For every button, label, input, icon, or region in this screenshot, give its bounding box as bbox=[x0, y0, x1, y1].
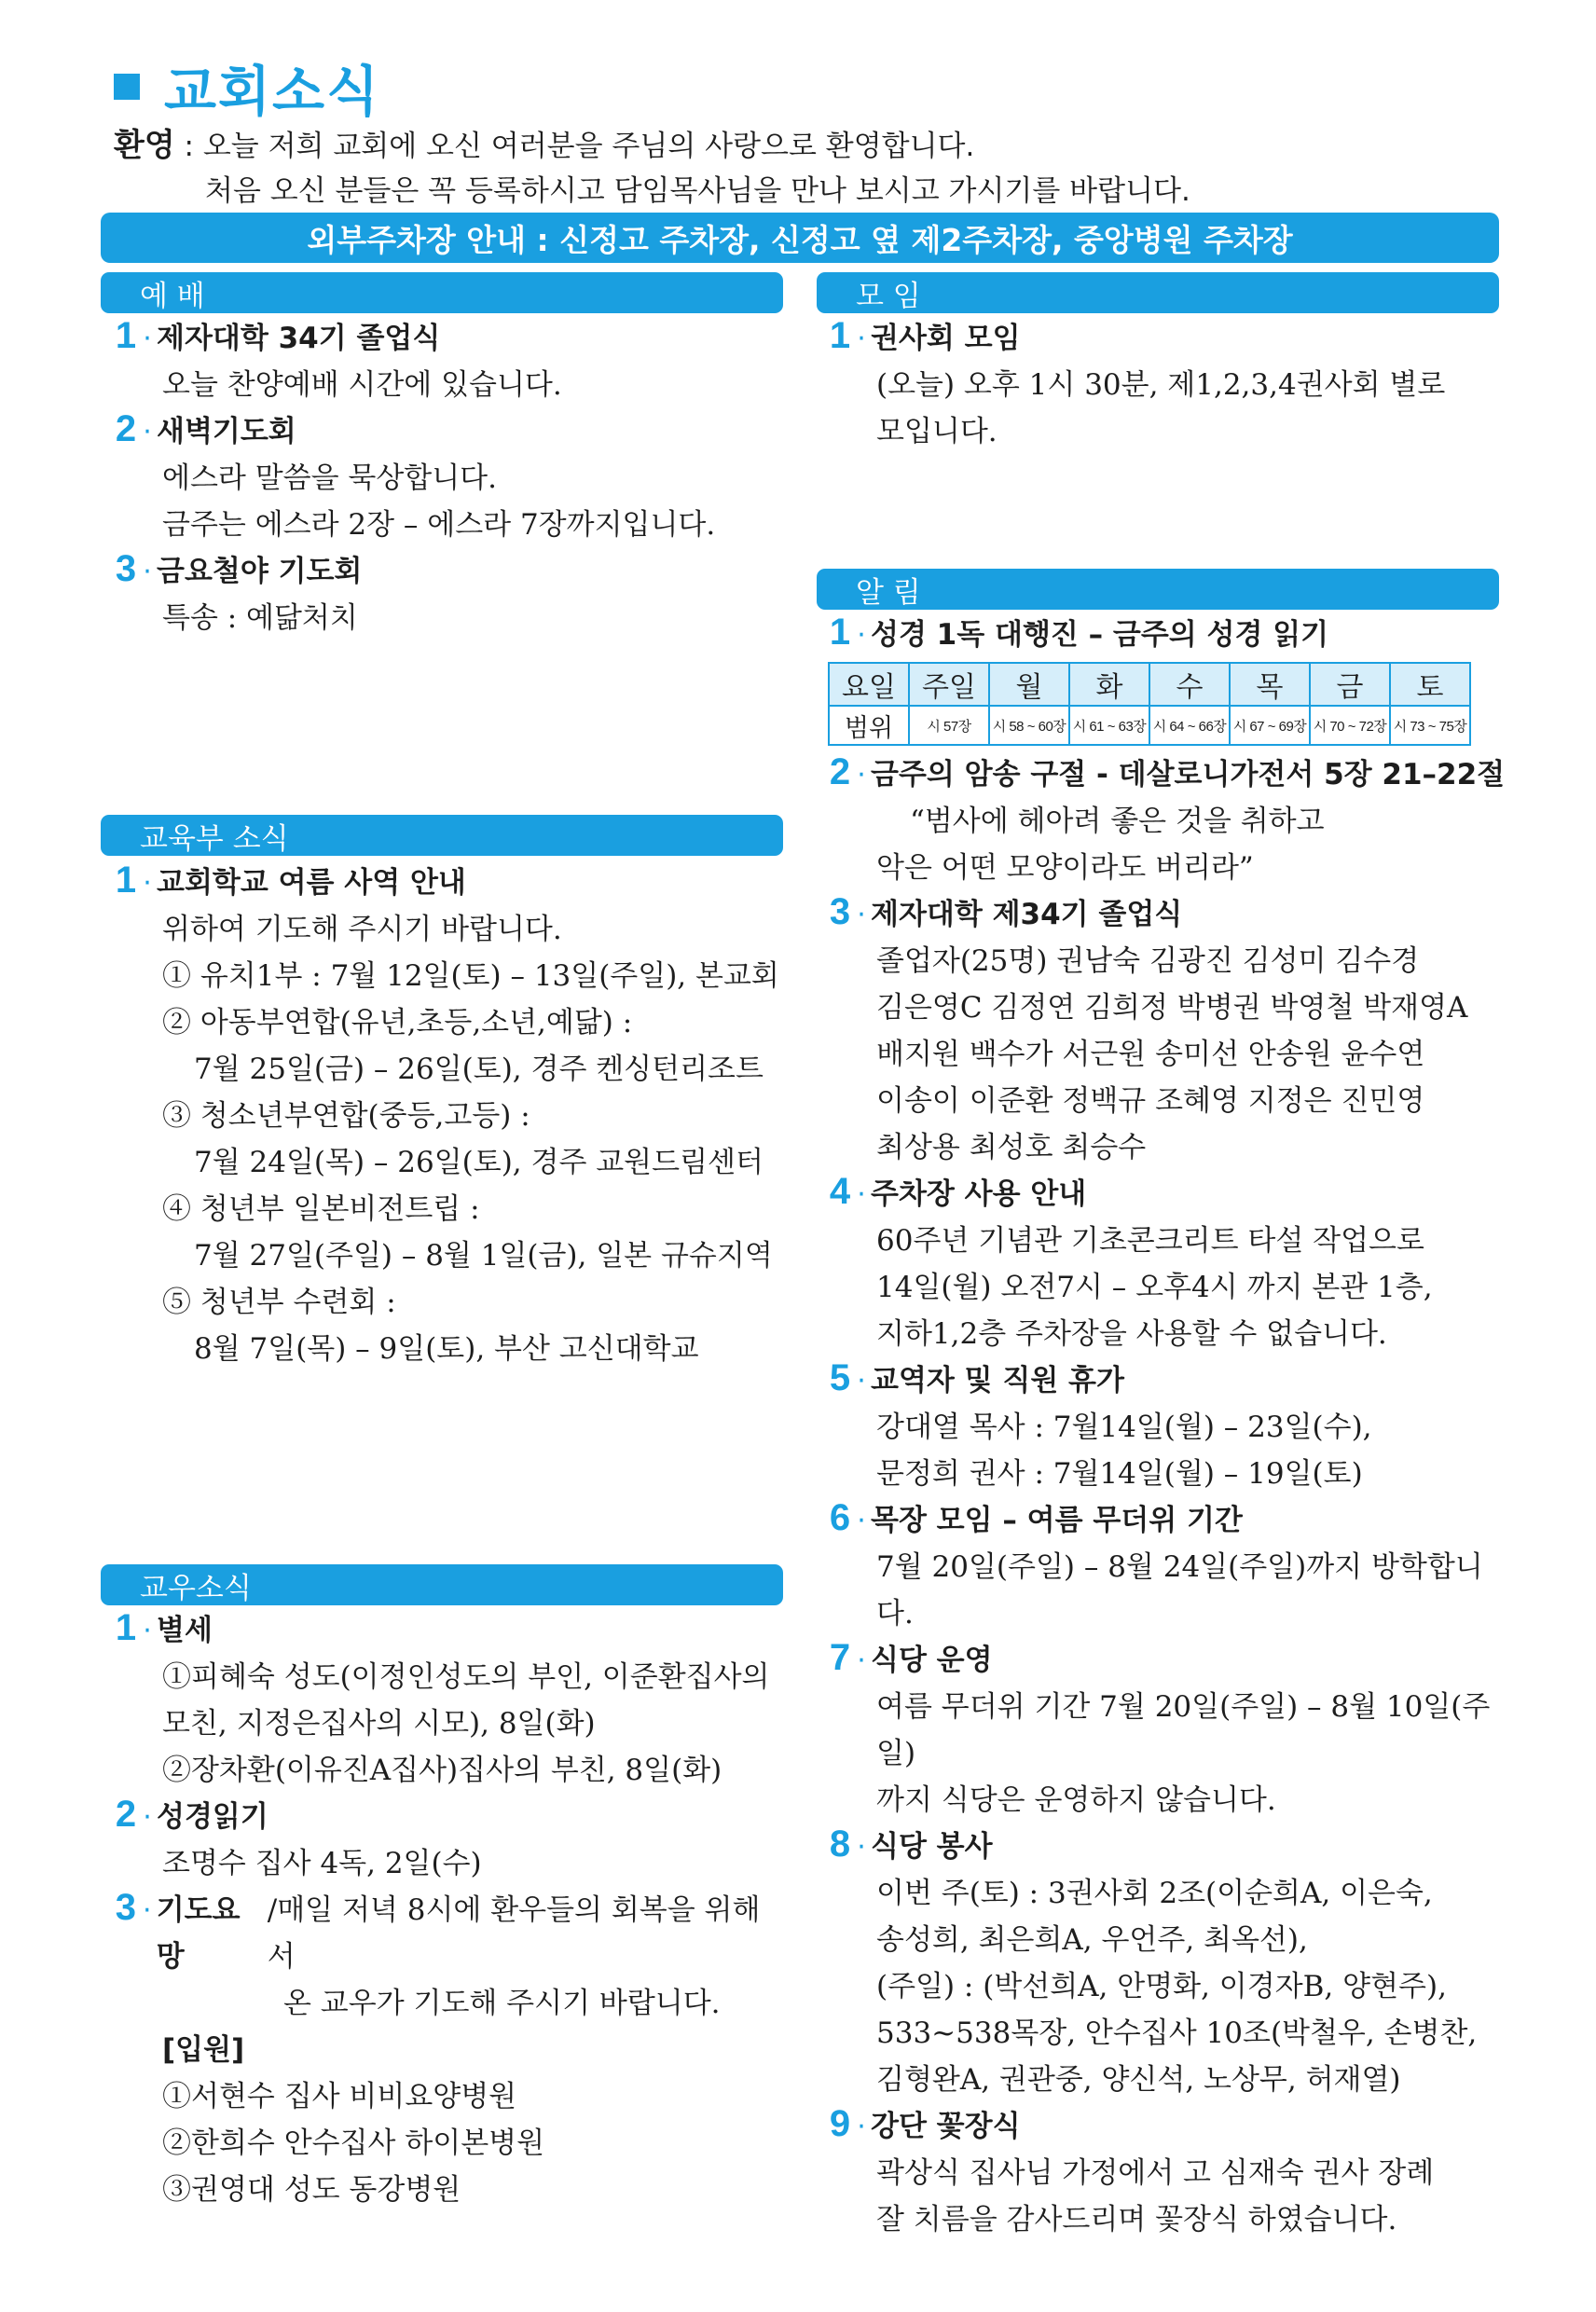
table-cell: 월 bbox=[989, 663, 1069, 706]
table-cell: 시 58 ~ 60장 bbox=[989, 706, 1069, 745]
item-line: 7월 25일(금) – 26일(토), 경주 켄싱턴리조트 bbox=[194, 1053, 764, 1086]
item-number: 2 bbox=[115, 1794, 137, 1835]
item-title: 교역자 및 직원 휴가 bbox=[871, 1364, 1124, 1397]
item-line: (주일) : (박선희A, 안명화, 이경자B, 양현주), bbox=[876, 1970, 1447, 2003]
table-cell: 시 64 ~ 66장 bbox=[1149, 706, 1230, 745]
table-cell: 시 67 ~ 69장 bbox=[1230, 706, 1310, 745]
item-title: 성경 1독 대행진 – 금주의 성경 읽기 bbox=[871, 618, 1329, 652]
item-number: 8 bbox=[829, 1823, 851, 1865]
item-title: 금주의 암송 구절 - 데살로니가전서 5장 21–22절 bbox=[871, 758, 1506, 791]
page-title-text: 교회소식 bbox=[164, 60, 381, 123]
table-cell: 범위 bbox=[829, 706, 909, 745]
item-line: ②장차환(이유진A집사)집사의 부친, 8일(화) bbox=[162, 1754, 722, 1787]
item-title: 권사회 모임 bbox=[871, 322, 1021, 355]
table-cell: 시 73 ~ 75장 bbox=[1390, 706, 1470, 745]
list-item bbox=[828, 612, 1518, 746]
bullet-dot-icon: · bbox=[857, 323, 866, 355]
item-title: 기도요망 bbox=[156, 1893, 241, 1974]
welcome-line-1 bbox=[114, 123, 1190, 169]
item-line: “범사에 헤아려 좋은 것을 취하고 bbox=[910, 805, 1325, 838]
item-line: 김형완A, 권관중, 양신석, 노상무, 허재열) bbox=[876, 2063, 1401, 2097]
section-header-notices: 알 림 bbox=[817, 569, 1499, 610]
item-line: 조명수 집사 4독, 2일(수) bbox=[162, 1847, 482, 1880]
section-header-members: 교우소식 bbox=[101, 1564, 783, 1605]
item-line: 8월 7일(목) – 9일(토), 부산 고신대학교 bbox=[194, 1332, 699, 1366]
item-line: 이송이 이준환 정백규 조혜영 지정은 진민영 bbox=[876, 1084, 1425, 1118]
item-line: 오늘 찬양예배 시간에 있습니다. bbox=[162, 368, 562, 402]
table-cell: 화 bbox=[1069, 663, 1149, 706]
parking-banner: 외부주차장 안내 : 신정고 주차장, 신정고 옆 제2주차장, 중앙병원 주차장 bbox=[101, 213, 1499, 263]
item-number: 2 bbox=[115, 408, 137, 449]
section-header-worship: 예 배 bbox=[101, 272, 783, 313]
list-item bbox=[828, 1357, 1518, 1497]
item-number: 5 bbox=[829, 1357, 851, 1398]
item-line: 곽상식 집사님 가정에서 고 심재숙 권사 장례 bbox=[876, 2156, 1435, 2190]
welcome-message bbox=[114, 123, 1190, 213]
square-bullet-icon bbox=[114, 74, 140, 100]
bullet-dot-icon: · bbox=[857, 2111, 866, 2143]
bible-reading-table bbox=[828, 662, 1471, 746]
item-line: 533~538목장, 안수집사 10조(박철우, 손병찬, bbox=[876, 2016, 1478, 2050]
bullet-dot-icon: · bbox=[857, 1505, 866, 1537]
item-line: 문정희 권사 : 7월14일(월) – 19일(토) bbox=[876, 1457, 1363, 1491]
list-item bbox=[114, 1794, 785, 1887]
list-item bbox=[828, 1497, 1518, 1637]
item-number: 3 bbox=[829, 891, 851, 932]
table-cell: 주일 bbox=[909, 663, 989, 706]
item-title: 제자대학 제34기 졸업식 bbox=[871, 898, 1183, 931]
item-line: 잘 치름을 감사드리며 꽃장식 하였습니다. bbox=[876, 2203, 1397, 2236]
list-item bbox=[828, 2103, 1518, 2243]
item-number: 3 bbox=[115, 1887, 137, 1928]
item-line: ③ 청소년부연합(중등,고등) : bbox=[162, 1099, 530, 1133]
item-line: 에스라 말씀을 묵상합니다. bbox=[162, 461, 497, 495]
welcome-separator: : bbox=[174, 130, 203, 163]
list-item bbox=[828, 315, 1518, 455]
item-title: 식당 봉사 bbox=[871, 1830, 993, 1864]
bullet-dot-icon: · bbox=[857, 759, 866, 791]
bullet-dot-icon: · bbox=[857, 899, 866, 931]
worship-list bbox=[114, 315, 785, 641]
list-item bbox=[114, 860, 785, 1372]
item-title: 주차장 사용 안내 bbox=[871, 1177, 1087, 1211]
item-line: 금주는 에스라 2장 – 에스라 7장까지입니다. bbox=[162, 508, 716, 542]
list-item bbox=[114, 315, 785, 408]
list-item bbox=[114, 408, 785, 548]
item-title-rest: /매일 저녁 8시에 환우들의 회복을 위해서 bbox=[267, 1893, 761, 1974]
item-line: 졸업자(25명) 권남숙 김광진 김성미 김수경 bbox=[876, 944, 1420, 978]
item-line: 이번 주(토) : 3권사회 2조(이순희A, 이은숙, bbox=[876, 1877, 1433, 1910]
item-line: 강대열 목사 : 7월14일(월) – 23일(수), bbox=[876, 1411, 1372, 1444]
item-number: 1 bbox=[115, 860, 137, 901]
item-line: 배지원 백수가 서근원 송미선 안송원 윤수연 bbox=[876, 1038, 1425, 1071]
list-item bbox=[828, 751, 1518, 891]
table-cell: 토 bbox=[1390, 663, 1470, 706]
item-line: 김은영C 김정연 김희정 박병권 박영철 박재영A bbox=[876, 991, 1468, 1025]
item-title: 별세 bbox=[157, 1614, 213, 1647]
item-line: 여름 무더위 기간 7월 20일(주일) – 8월 10일(주일) bbox=[876, 1690, 1491, 1770]
members-list bbox=[114, 1607, 785, 2213]
item-number: 6 bbox=[829, 1497, 851, 1538]
item-number: 1 bbox=[115, 1607, 137, 1648]
item-line: 60주년 기념관 기초콘크리트 타설 작업으로 bbox=[876, 1224, 1424, 1258]
item-title: 금요철야 기도회 bbox=[157, 555, 363, 588]
item-line: ① 유치1부 : 7월 12일(토) – 13일(주일), 본교회 bbox=[162, 959, 779, 993]
item-line: ①서현수 집사 비비요양병원 bbox=[162, 2080, 517, 2113]
item-line: 7월 27일(주일) – 8월 1일(금), 일본 규슈지역 bbox=[194, 1239, 773, 1273]
item-title: 제자대학 34기 졸업식 bbox=[157, 322, 441, 355]
list-item bbox=[114, 1607, 785, 1794]
item-number: 3 bbox=[115, 548, 137, 589]
table-header-row bbox=[829, 663, 1470, 706]
item-line: ③권영대 성도 동강병원 bbox=[162, 2173, 461, 2207]
item-title: 식당 운영 bbox=[871, 1644, 993, 1677]
item-line: 모입니다. bbox=[876, 415, 998, 448]
item-line: 7월 20일(주일) – 8월 24일(주일)까지 방학합니다. bbox=[876, 1550, 1483, 1631]
item-title: 목장 모임 – 여름 무더위 기간 bbox=[871, 1504, 1243, 1537]
meetings-list bbox=[828, 315, 1518, 455]
list-item bbox=[828, 891, 1518, 1171]
item-line: 지하1,2층 주차장을 사용할 수 없습니다. bbox=[876, 1317, 1387, 1351]
bullet-dot-icon: · bbox=[143, 1615, 152, 1647]
list-item bbox=[828, 1823, 1518, 2103]
table-cell: 시 61 ~ 63장 bbox=[1069, 706, 1149, 745]
item-line: ⑤ 청년부 수련회 : bbox=[162, 1286, 396, 1319]
bullet-dot-icon: · bbox=[143, 1801, 152, 1834]
bullet-dot-icon: · bbox=[857, 1831, 866, 1864]
bullet-dot-icon: · bbox=[857, 1178, 866, 1211]
list-item bbox=[114, 1887, 785, 2213]
table-cell: 금 bbox=[1310, 663, 1390, 706]
item-title: 성경읽기 bbox=[157, 1800, 268, 1834]
section-header-education: 교육부 소식 bbox=[101, 815, 783, 856]
item-line: 14일(월) 오전7시 – 오후4시 까지 본관 1층, bbox=[876, 1271, 1433, 1304]
item-line: ①피혜숙 성도(이정인성도의 부인, 이준환집사의 bbox=[162, 1660, 770, 1694]
item-number: 7 bbox=[829, 1637, 851, 1678]
item-line: 까지 식당은 운영하지 않습니다. bbox=[876, 1783, 1276, 1817]
bullet-dot-icon: · bbox=[143, 556, 152, 588]
list-item bbox=[114, 548, 785, 641]
item-line: 모친, 지정은집사의 시모), 8일(화) bbox=[162, 1707, 596, 1741]
education-list bbox=[114, 860, 785, 1372]
table-cell: 목 bbox=[1230, 663, 1310, 706]
section-header-meetings: 모 임 bbox=[817, 272, 1499, 313]
item-title: 강단 꽃장식 bbox=[871, 2110, 1021, 2143]
table-row bbox=[829, 706, 1470, 745]
item-number: 1 bbox=[115, 315, 137, 356]
item-line: 7월 24일(목) – 26일(토), 경주 교원드림센터 bbox=[194, 1146, 764, 1179]
item-number: 9 bbox=[829, 2103, 851, 2144]
bullet-dot-icon: · bbox=[143, 1894, 152, 1927]
item-line: (오늘) 오후 1시 30분, 제1,2,3,4권사회 별로 bbox=[876, 368, 1446, 402]
item-title: 교회학교 여름 사역 안내 bbox=[157, 866, 466, 900]
item-number: 4 bbox=[829, 1171, 851, 1212]
bullet-dot-icon: · bbox=[143, 416, 152, 448]
bullet-dot-icon: · bbox=[857, 1365, 866, 1397]
list-item bbox=[828, 1171, 1518, 1357]
item-line: 특송 : 예닮처치 bbox=[162, 601, 358, 635]
item-line: 온 교우가 기도해 주시기 바랍니다. bbox=[283, 1987, 721, 2020]
item-line: [입원] bbox=[162, 2033, 245, 2067]
item-line: ②한희수 안수집사 하이본병원 bbox=[162, 2126, 545, 2160]
table-cell: 시 70 ~ 72장 bbox=[1310, 706, 1390, 745]
bullet-dot-icon: · bbox=[143, 867, 152, 900]
item-line: ④ 청년부 일본비전트립 : bbox=[162, 1192, 480, 1226]
table-cell: 요일 bbox=[829, 663, 909, 706]
bullet-dot-icon: · bbox=[857, 619, 866, 652]
table-cell: 수 bbox=[1149, 663, 1230, 706]
item-line: 송성희, 최은희A, 우언주, 최옥선), bbox=[876, 1923, 1308, 1957]
welcome-line-2: 처음 오신 분들은 꼭 등록하시고 담임목사님을 만나 보시고 가시기를 바랍니다. bbox=[205, 174, 1190, 208]
item-title: 새벽기도회 bbox=[157, 415, 296, 448]
bullet-dot-icon: · bbox=[857, 1645, 866, 1677]
item-line: 최상용 최성호 최승수 bbox=[876, 1131, 1147, 1164]
item-number: 1 bbox=[829, 315, 851, 356]
bullet-dot-icon: · bbox=[143, 323, 152, 355]
item-line: 악은 어떤 모양이라도 버리라” bbox=[876, 851, 1254, 885]
welcome-label: 환영 bbox=[114, 127, 175, 164]
page-title bbox=[114, 54, 381, 123]
welcome-text-1: 오늘 저희 교회에 오신 여러분을 주님의 사랑으로 환영합니다. bbox=[202, 130, 975, 163]
item-number: 1 bbox=[829, 612, 851, 653]
item-line: 위하여 기도해 주시기 바랍니다. bbox=[162, 913, 562, 946]
item-line: ② 아동부연합(유년,초등,소년,예닮) : bbox=[162, 1006, 633, 1039]
notices-list bbox=[828, 612, 1518, 2243]
item-number: 2 bbox=[829, 751, 851, 792]
table-cell: 시 57장 bbox=[909, 706, 989, 745]
list-item bbox=[828, 1637, 1518, 1823]
